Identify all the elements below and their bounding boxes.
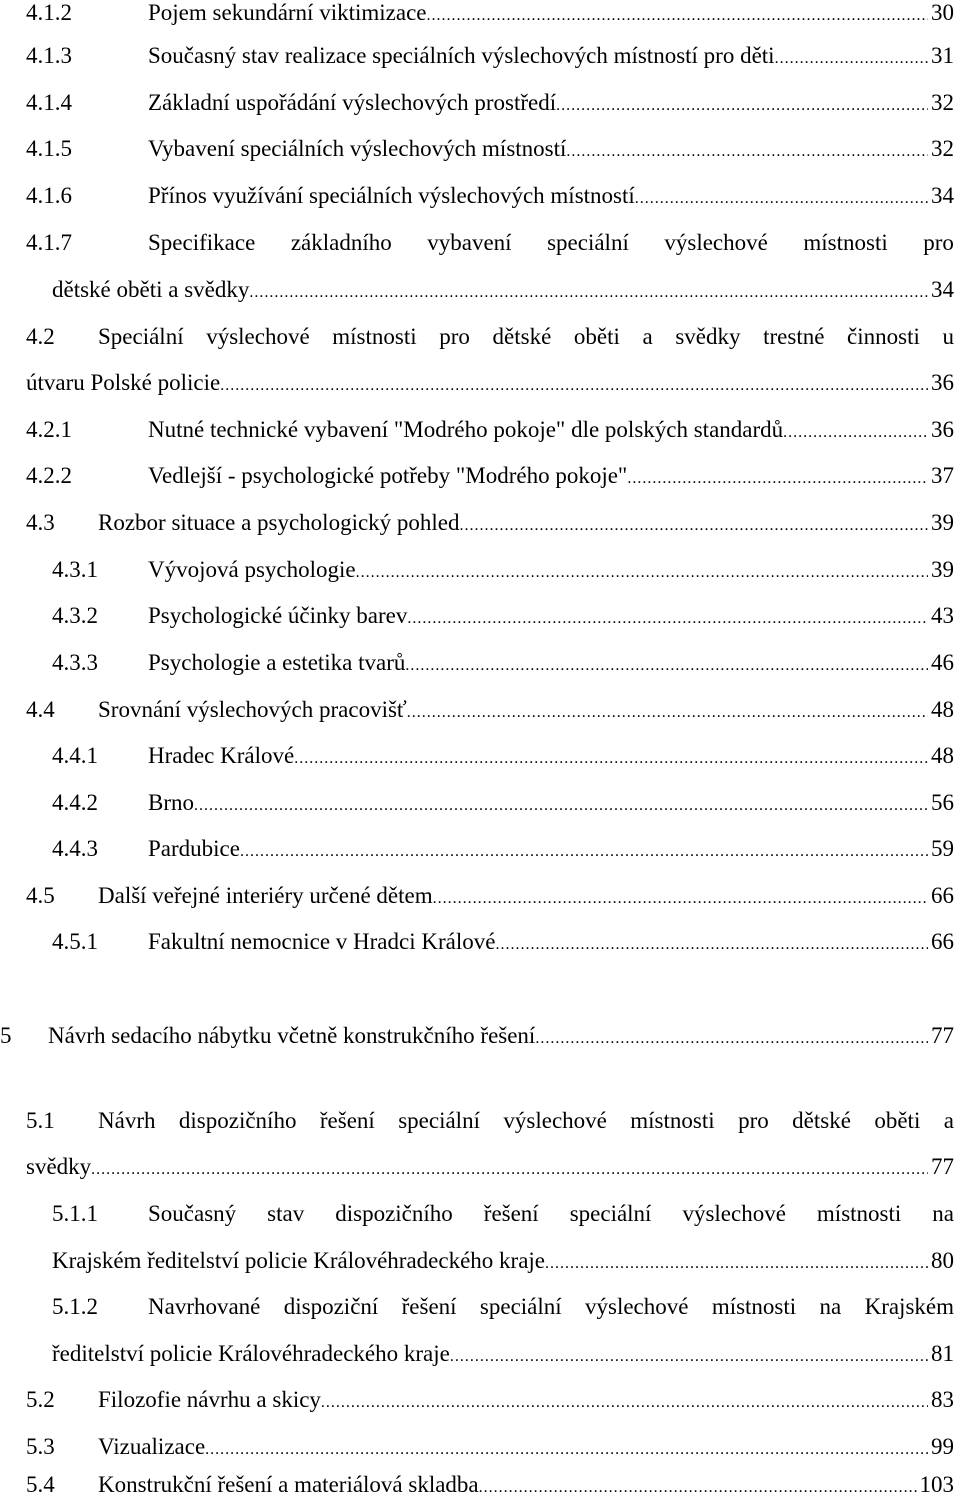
toc-entry[interactable] xyxy=(0,883,954,915)
toc-entry[interactable] xyxy=(0,1108,954,1140)
toc-entry-number: 4.4.3 xyxy=(52,836,98,861)
toc-entry[interactable] xyxy=(0,1387,954,1419)
toc-entry-title: Rozbor situace a psychologický pohled xyxy=(98,510,460,535)
toc-entry[interactable] xyxy=(0,510,954,542)
toc-entry[interactable] xyxy=(0,1201,954,1233)
toc-entry-page: 103 xyxy=(919,1472,954,1497)
dot-leader xyxy=(783,424,928,442)
toc-entry-number: 4.1.2 xyxy=(26,0,72,25)
toc-entry-page: 34 xyxy=(931,277,954,302)
toc-entry[interactable] xyxy=(0,1434,954,1466)
dot-leader xyxy=(407,610,928,628)
toc-entry-number: 4.2.1 xyxy=(26,417,72,442)
toc-entry-title: Pojem sekundární viktimizace xyxy=(148,0,427,25)
toc-entry-title: Pardubice xyxy=(148,836,240,861)
dot-leader xyxy=(220,377,928,395)
toc-entry-page: 77 xyxy=(931,1154,954,1179)
toc-entry-number: 5.1.2 xyxy=(52,1294,98,1319)
toc-entry-page: 32 xyxy=(931,90,954,115)
dot-leader xyxy=(407,704,928,722)
dot-leader xyxy=(450,1348,928,1366)
dot-leader xyxy=(479,1479,917,1497)
toc-entry-page: 39 xyxy=(931,557,954,582)
toc-entry-number: 4.5 xyxy=(26,883,55,908)
toc-entry-title-line1: Speciální výslechové místnosti pro dětské oběti a svědky trestné činnosti u xyxy=(98,324,954,349)
toc-entry-page: 48 xyxy=(931,697,954,722)
toc-entry[interactable] xyxy=(0,836,954,868)
toc-entry-title: Srovnání výslechových pracovišť xyxy=(98,697,407,722)
toc-entry-number: 5 xyxy=(0,1023,12,1048)
toc-entry-title: Vybavení speciálních výslechových místností xyxy=(148,136,567,161)
toc-entry-number: 4.3.1 xyxy=(52,557,98,582)
toc-entry-page: 36 xyxy=(931,417,954,442)
toc-entry-title: Hradec Králové xyxy=(148,743,295,768)
toc-entry-number: 4.2 xyxy=(26,324,55,349)
toc-entry-title-line1: Navrhované dispoziční řešení speciální výslechové místnosti na Krajském xyxy=(148,1294,954,1319)
toc-entry-title: Návrh sedacího nábytku včetně konstrukčního řešení xyxy=(48,1023,536,1048)
toc-entry-title-line2: Krajském ředitelství policie Královéhradeckého kraje xyxy=(52,1248,546,1273)
toc-entry-page: 66 xyxy=(931,929,954,954)
dot-leader xyxy=(627,470,928,488)
toc-entry-title: Psychologické účinky barev xyxy=(148,603,408,628)
toc-entry-number: 4.4.2 xyxy=(52,790,98,815)
toc-entry[interactable] xyxy=(0,1472,954,1504)
toc-entry-title: Psychologie a estetika tvarů xyxy=(148,650,406,675)
toc-entry-continuation[interactable] xyxy=(0,277,954,309)
toc-entry-title: Základní uspořádání výslechových prostředí xyxy=(148,90,557,115)
dot-leader xyxy=(635,190,928,208)
toc-entry-continuation[interactable] xyxy=(0,1248,954,1280)
toc-entry-title: Brno xyxy=(148,790,194,815)
toc-entry-title: Přínos využívání speciálních výslechových místností xyxy=(148,183,635,208)
toc-entry-page: 77 xyxy=(931,1023,954,1048)
toc-entry-continuation[interactable] xyxy=(0,370,954,402)
dot-leader xyxy=(205,1441,928,1459)
toc-entry[interactable] xyxy=(0,743,954,775)
dot-leader xyxy=(321,1394,928,1412)
dot-leader xyxy=(426,7,928,25)
toc-entry-number: 5.1 xyxy=(26,1108,55,1133)
toc-entry-number: 4.1.5 xyxy=(26,136,72,161)
dot-leader xyxy=(91,1161,928,1179)
toc-entry[interactable] xyxy=(0,324,954,356)
toc-entry-page: 48 xyxy=(931,743,954,768)
toc-entry[interactable] xyxy=(0,183,954,215)
toc-entry-number: 4.1.4 xyxy=(26,90,72,115)
toc-entry-title-line1: Současný stav dispozičního řešení speciální výslechové místnosti na xyxy=(148,1201,954,1226)
toc-entry-title: Vedlejší - psychologické potřeby "Modrého pokoje" xyxy=(148,463,628,488)
toc-entry-title-line1: Návrh dispozičního řešení speciální výslechové místnosti pro dětské oběti a xyxy=(98,1108,954,1133)
toc-entry-page: 46 xyxy=(931,650,954,675)
toc-entry[interactable] xyxy=(0,557,954,589)
toc-entry-number: 5.4 xyxy=(26,1472,55,1497)
toc-entry-number: 4.5.1 xyxy=(52,929,98,954)
toc-entry-page: 34 xyxy=(931,183,954,208)
toc-entry-continuation[interactable] xyxy=(0,1341,954,1373)
dot-leader xyxy=(775,50,928,68)
toc-entry[interactable] xyxy=(0,790,954,822)
toc-entry[interactable] xyxy=(0,650,954,682)
toc-entry-number: 4.1.6 xyxy=(26,183,72,208)
toc-entry-number: 4.3.3 xyxy=(52,650,98,675)
toc-entry-title: Další veřejné interiéry určené dětem xyxy=(98,883,433,908)
toc-entry-page: 56 xyxy=(931,790,954,815)
toc-entry-number: 4.4 xyxy=(26,697,55,722)
toc-entry-title-line2: útvaru Polské policie xyxy=(26,370,221,395)
dot-leader xyxy=(535,1030,928,1048)
toc-entry[interactable] xyxy=(0,603,954,635)
toc-entry-number: 4.1.3 xyxy=(26,43,72,68)
dot-leader xyxy=(249,284,928,302)
toc-entry-title: Současný stav realizace speciálních výslechových místností pro děti xyxy=(148,43,775,68)
toc-entry[interactable] xyxy=(0,1023,954,1055)
toc-entry-page: 59 xyxy=(931,836,954,861)
toc-entry[interactable] xyxy=(0,43,954,75)
dot-leader xyxy=(294,750,928,768)
toc-entry-page: 83 xyxy=(931,1387,954,1412)
toc-entry[interactable] xyxy=(0,230,954,262)
dot-leader xyxy=(356,564,928,582)
toc-entry-page: 81 xyxy=(931,1341,954,1366)
dot-leader xyxy=(495,936,928,954)
toc-entry-number: 5.3 xyxy=(26,1434,55,1459)
dot-leader xyxy=(194,797,928,815)
toc-entry-continuation[interactable] xyxy=(0,1154,954,1186)
toc-entry-page: 32 xyxy=(931,136,954,161)
toc-entry-number: 4.3 xyxy=(26,510,55,535)
toc-entry-page: 99 xyxy=(931,1434,954,1459)
toc-entry-number: 5.2 xyxy=(26,1387,55,1412)
toc-entry-number: 5.1.1 xyxy=(52,1201,98,1226)
toc-entry-page: 43 xyxy=(931,603,954,628)
toc-entry-page: 66 xyxy=(931,883,954,908)
dot-leader xyxy=(545,1255,928,1273)
toc-entry-page: 36 xyxy=(931,370,954,395)
toc-entry[interactable] xyxy=(0,417,954,449)
toc-entry[interactable] xyxy=(0,463,954,495)
dot-leader xyxy=(405,657,928,675)
toc-entry[interactable] xyxy=(0,90,954,122)
toc-entry-title-line1: Specifikace základního vybavení speciální výslechové místnosti pro xyxy=(148,230,954,255)
toc-entry[interactable] xyxy=(0,697,954,729)
toc-entry-title-line2: dětské oběti a svědky xyxy=(52,277,250,302)
toc-entry-title-line2: svědky xyxy=(26,1154,92,1179)
toc-entry-title: Fakultní nemocnice v Hradci Králové xyxy=(148,929,496,954)
dot-leader xyxy=(460,517,928,535)
toc-entry[interactable] xyxy=(0,929,954,961)
toc-entry-page: 30 xyxy=(931,0,954,25)
toc-entry[interactable] xyxy=(0,0,954,32)
toc-entry-number: 4.3.2 xyxy=(52,603,98,628)
toc-entry-title: Nutné technické vybavení "Modrého pokoje" dle polských standardů xyxy=(148,417,784,442)
dot-leader xyxy=(556,97,928,115)
toc-entry-page: 80 xyxy=(931,1248,954,1273)
toc-entry-page: 31 xyxy=(931,43,954,68)
toc-entry[interactable] xyxy=(0,1294,954,1326)
toc-entry-title: Filozofie návrhu a skicy xyxy=(98,1387,321,1412)
toc-entry-title: Konstrukční řešení a materiálová skladba xyxy=(98,1472,479,1497)
toc-entry-title: Vývojová psychologie xyxy=(148,557,356,582)
toc-entry[interactable] xyxy=(0,136,954,168)
toc-entry-number: 4.2.2 xyxy=(26,463,72,488)
dot-leader xyxy=(240,843,928,861)
dot-leader xyxy=(566,143,928,161)
toc-entry-title: Vizualizace xyxy=(98,1434,206,1459)
toc-entry-page: 39 xyxy=(931,510,954,535)
toc-entry-number: 4.1.7 xyxy=(26,230,72,255)
dot-leader xyxy=(433,890,928,908)
toc-entry-number: 4.4.1 xyxy=(52,743,98,768)
toc-entry-title-line2: ředitelství policie Královéhradeckého kraje xyxy=(52,1341,450,1366)
toc-entry-page: 37 xyxy=(931,463,954,488)
